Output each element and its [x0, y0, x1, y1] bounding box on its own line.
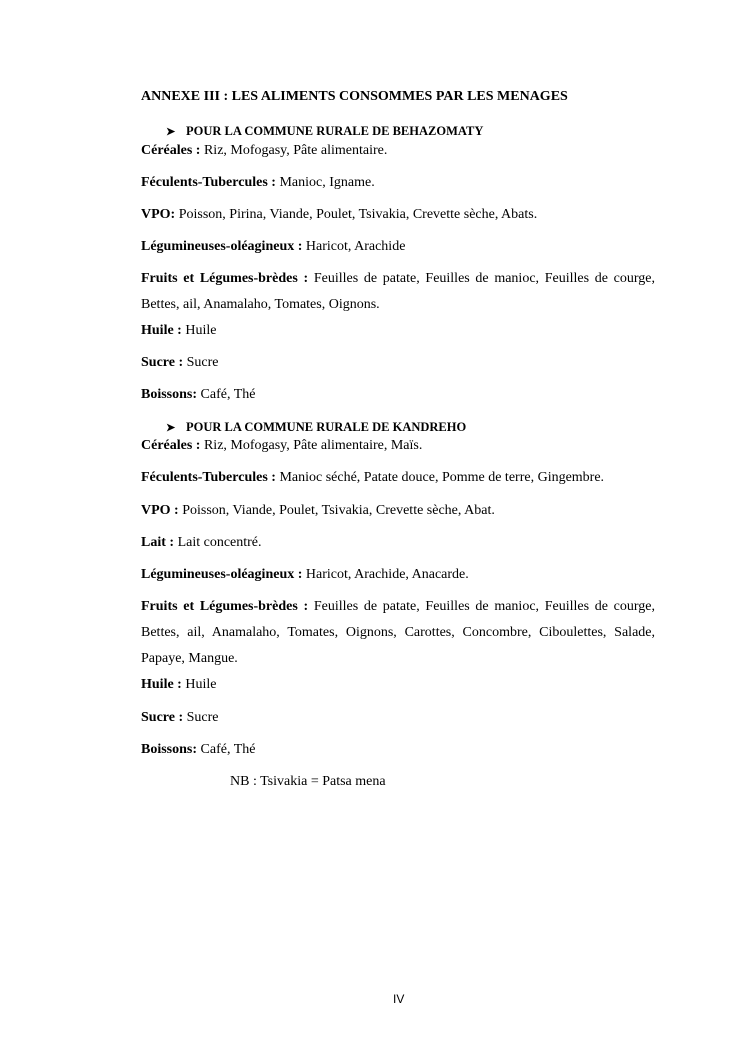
entry-text: Riz, Mofogasy, Pâte alimentaire.	[203, 143, 388, 158]
entry-label: Boissons:	[141, 387, 198, 402]
entry-feculents	[141, 170, 655, 196]
entry-text: Sucre	[186, 355, 219, 370]
entry-label: Céréales :	[141, 143, 201, 158]
entry-label: VPO:	[141, 207, 176, 222]
arrow-bullet-icon: ➤	[166, 422, 176, 434]
entry-vpo	[141, 498, 655, 524]
entry-label: Lait :	[141, 535, 175, 550]
entry-text: Huile	[185, 323, 217, 338]
entry-label: VPO :	[141, 503, 179, 518]
entry-boissons	[141, 382, 655, 408]
section-heading-behazomaty	[166, 124, 483, 139]
entry-legumineuses	[141, 234, 655, 260]
entry-sucre	[141, 350, 655, 376]
entry-huile	[141, 318, 655, 344]
entry-cereales	[141, 138, 655, 164]
entry-text: Haricot, Arachide, Anacarde.	[305, 567, 469, 582]
entry-text: Lait concentré.	[177, 535, 262, 550]
entry-text: Café, Thé	[200, 742, 256, 757]
entry-label: Huile :	[141, 323, 182, 338]
entry-boissons	[141, 737, 655, 763]
entry-label: Fruits et Légumes-brèdes :	[141, 271, 309, 286]
entry-text: Sucre	[186, 710, 219, 725]
entry-text: Poisson, Viande, Poulet, Tsivakia, Crevette sèche, Abat.	[182, 503, 495, 518]
entry-cereales	[141, 433, 655, 459]
entry-text: Feuilles de patate, Feuilles de manioc, Feuilles de courge, Bettes, ail, Anamalaho, Tomates, Oignons.	[141, 271, 656, 312]
note: NB : Tsivakia = Patsa mena	[230, 774, 386, 789]
entry-lait	[141, 530, 655, 556]
entry-text: Feuilles de patate, Feuilles de manioc, Feuilles de courge, Bettes, ail, Anamalaho, Tomates, Oignons, Carottes, Concombre, Ciboulettes, Salade, Papaye, Mangue.	[141, 599, 656, 666]
section-heading-text: POUR LA COMMUNE RURALE DE KANDREHO	[186, 420, 467, 434]
entry-text: Poisson, Pirina, Viande, Poulet, Tsivakia, Crevette sèche, Abats.	[178, 207, 538, 222]
entry-label: Céréales :	[141, 438, 201, 453]
entry-label: Féculents-Tubercules :	[141, 175, 276, 190]
entry-label: Sucre :	[141, 710, 184, 725]
entry-label: Légumineuses-oléagineux :	[141, 567, 303, 582]
entry-label: Fruits et Légumes-brèdes :	[141, 599, 309, 614]
page-number: IV	[393, 992, 405, 1006]
entry-text: Haricot, Arachide	[305, 239, 406, 254]
entry-legumineuses	[141, 562, 655, 588]
section-heading-text: POUR LA COMMUNE RURALE DE BEHAZOMATY	[186, 124, 484, 138]
entry-fruits-legumes	[141, 594, 655, 672]
arrow-bullet-icon: ➤	[166, 126, 176, 138]
annex-title: ANNEXE III : LES ALIMENTS CONSOMMES PAR LES MENAGES	[141, 89, 568, 104]
entry-label: Boissons:	[141, 742, 198, 757]
entry-text: Huile	[185, 677, 217, 692]
entry-text: Manioc séché, Patate douce, Pomme de terre, Gingembre.	[279, 470, 605, 485]
entry-huile	[141, 672, 655, 698]
entry-label: Sucre :	[141, 355, 184, 370]
entry-text: Manioc, Igname.	[279, 175, 375, 190]
entry-label: Légumineuses-oléagineux :	[141, 239, 303, 254]
entry-text: Riz, Mofogasy, Pâte alimentaire, Maïs.	[203, 438, 423, 453]
entry-vpo	[141, 202, 655, 228]
entry-label: Féculents-Tubercules :	[141, 470, 276, 485]
entry-text: Café, Thé	[200, 387, 256, 402]
entry-feculents	[141, 465, 655, 491]
entry-label: Huile :	[141, 677, 182, 692]
entry-fruits-legumes	[141, 266, 655, 318]
entry-sucre	[141, 705, 655, 731]
